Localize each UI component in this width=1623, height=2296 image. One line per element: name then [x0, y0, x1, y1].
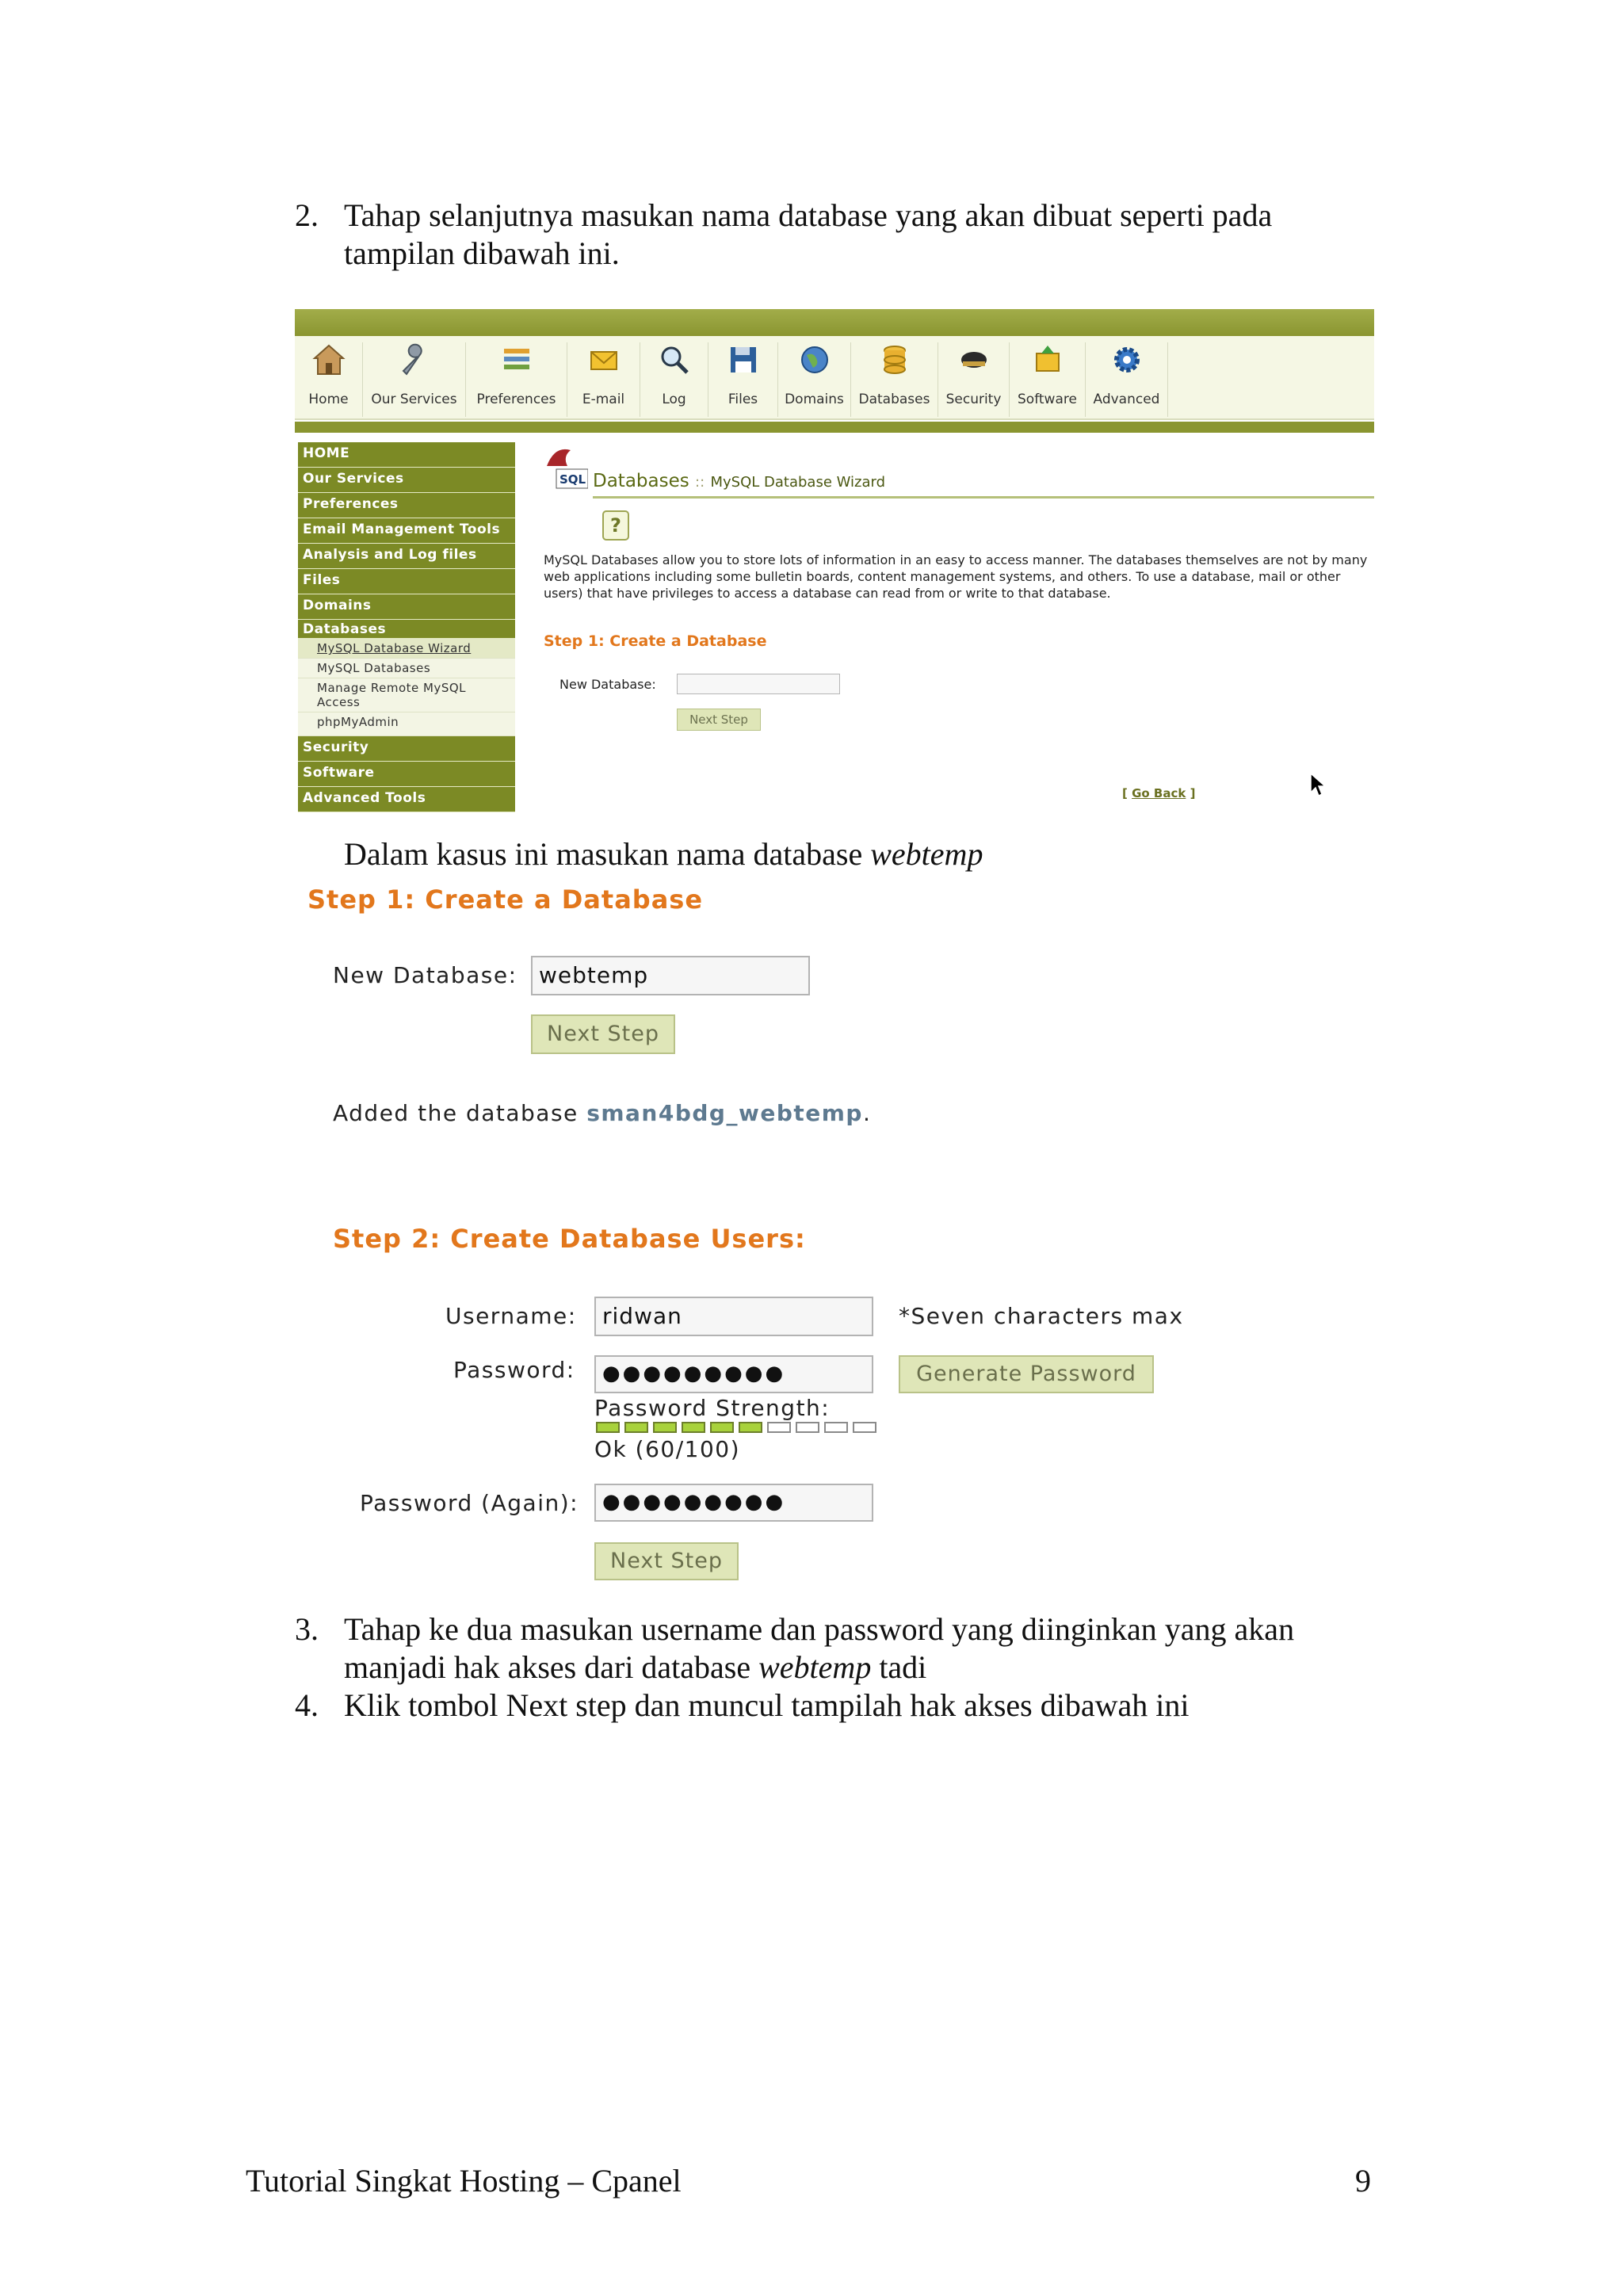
wizard-step-2-heading: Step 2: Create Database Users: [333, 1224, 806, 1254]
case-line-db: webtemp [870, 836, 983, 872]
nav-label: Files [727, 392, 758, 407]
sidebar-item-advanced-tools[interactable]: Advanced Tools [298, 787, 515, 812]
sidebar-item-our-services[interactable]: Our Services [298, 468, 515, 493]
nav-advanced[interactable] [1086, 342, 1168, 417]
password-strength-value: Ok (60/100) [594, 1436, 741, 1462]
nav-databases[interactable] [851, 342, 938, 417]
strength-segment [624, 1422, 648, 1433]
globe-icon [797, 342, 832, 377]
svg-text:SQL: SQL [559, 472, 586, 487]
step-4-paragraph [295, 1687, 1404, 1725]
help-icon[interactable]: ? [602, 510, 629, 541]
sidebar-subitem-wizard[interactable]: MySQL Database Wizard [298, 639, 515, 659]
page-number: 9 [1355, 2163, 1371, 2199]
footer-title: Tutorial Singkat Hosting – Cpanel [246, 2163, 682, 2199]
go-back-bracket: ] [1190, 786, 1196, 800]
step-1-heading: Step 1: Create a Database [544, 632, 767, 650]
step-number: 2. [295, 197, 319, 233]
wizard-step-1-heading: Step 1: Create a Database [307, 884, 704, 915]
generate-password-button[interactable]: Generate Password [899, 1355, 1154, 1393]
nav-label: Log [662, 392, 686, 407]
floppy-icon [726, 342, 761, 377]
wrench-icon [397, 342, 432, 377]
go-back-label: Go Back [1132, 786, 1186, 800]
step-text-line: Tahap ke dua masukan username dan password yang diinginkan yang akan [344, 1611, 1295, 1647]
username-hint: *Seven characters max [899, 1303, 1184, 1329]
sidebar-subitem-remote-mysql[interactable]: Manage Remote MySQL Access [298, 678, 515, 712]
sidebar-item-databases[interactable]: Databases [298, 620, 515, 639]
username-label: Username: [445, 1303, 577, 1329]
nav-log[interactable] [640, 342, 708, 417]
title-underline [593, 496, 1374, 499]
cpanel-sidebar [298, 442, 515, 812]
strength-segment [653, 1422, 677, 1433]
strength-segment [739, 1422, 762, 1433]
description-text: MySQL Databases allow you to store lots of information in an easy to access manner. The databases themselves are not by many web applications including some bulletin boards, content management systems, and others. To use a database, mail or other users) that have privileges to access a database can read from or write to that database. [544, 552, 1368, 601]
step-text-line: Klik tombol Next step dan muncul tampilah hak akses dibawah ini [344, 1687, 1190, 1723]
step-3-text: manjadi hak akses dari database [344, 1649, 751, 1685]
sidebar-item-home[interactable]: HOME [298, 442, 515, 468]
username-input[interactable]: ridwan [594, 1297, 873, 1336]
page-title [593, 471, 885, 491]
step-3-paragraph [295, 1610, 1404, 1687]
strength-segment [682, 1422, 705, 1433]
nav-security[interactable] [938, 342, 1010, 417]
sidebar-subitem-phpmyadmin[interactable]: phpMyAdmin [298, 712, 515, 736]
password-again-input[interactable]: ●●●●●●●●● [594, 1484, 873, 1522]
added-prefix: Added the database [333, 1100, 579, 1126]
new-database-label: New Database: [559, 677, 656, 692]
wizard-next-step-2-button[interactable]: Next Step [594, 1542, 739, 1580]
strength-segment [710, 1422, 734, 1433]
nav-software[interactable] [1010, 342, 1086, 417]
sidebar-subitem-mysql-databases[interactable]: MySQL Databases [298, 659, 515, 678]
nav-home[interactable] [295, 342, 363, 417]
nav-our-services[interactable] [363, 342, 466, 417]
added-database-name: sman4bdg_webtemp [586, 1100, 863, 1126]
database-icon [877, 342, 912, 377]
strength-segment [767, 1422, 791, 1433]
email-icon [586, 342, 621, 377]
security-icon [957, 342, 991, 377]
nav-domains[interactable] [778, 342, 851, 417]
wizard-new-database-label: New Database: [333, 962, 517, 988]
strength-segment [596, 1422, 620, 1433]
next-step-button[interactable]: Next Step [677, 709, 761, 731]
case-line [344, 835, 983, 873]
nav-email[interactable] [567, 342, 640, 417]
password-strength-meter [596, 1422, 881, 1435]
breadcrumb-page: MySQL Database Wizard [710, 474, 886, 491]
sidebar-item-files[interactable]: Files [298, 569, 515, 594]
nav-label: Security [945, 392, 1002, 407]
cpanel-top-bar [295, 309, 1374, 336]
new-database-input[interactable] [677, 674, 840, 694]
sidebar-item-software[interactable]: Software [298, 762, 515, 787]
sidebar-item-analysis[interactable]: Analysis and Log files [298, 544, 515, 569]
home-icon [311, 342, 346, 377]
cpanel-divider-bar [295, 422, 1374, 433]
cpanel-screenshot [295, 309, 1374, 818]
sidebar-item-email-tools[interactable]: Email Management Tools [298, 518, 515, 544]
nav-label: E-mail [582, 392, 625, 407]
go-back-link[interactable] [1122, 786, 1195, 800]
sidebar-item-security[interactable]: Security [298, 736, 515, 762]
nav-label: Databases [858, 392, 930, 407]
nav-label: Preferences [476, 392, 556, 407]
nav-preferences[interactable] [466, 342, 567, 417]
password-label: Password: [453, 1357, 575, 1383]
step-text-line [344, 1648, 926, 1687]
software-icon [1030, 342, 1065, 377]
cpanel-main-content [544, 442, 1374, 818]
nav-label: Advanced [1093, 392, 1160, 407]
sidebar-item-preferences[interactable]: Preferences [298, 493, 515, 518]
nav-label: Our Services [371, 392, 457, 407]
gear-icon [1109, 342, 1144, 377]
go-back-bracket: [ [1122, 786, 1128, 800]
breadcrumb-separator: :: [695, 474, 705, 491]
case-line-text: Dalam kasus ini masukan nama database [344, 836, 863, 872]
step-number: 3. [295, 1611, 319, 1647]
nav-label: Software [1018, 392, 1077, 407]
cpanel-icon-toolbar [295, 336, 1374, 420]
mysql-logo-icon [544, 442, 588, 493]
step-3-db: webtemp [758, 1649, 872, 1685]
password-input[interactable]: ●●●●●●●●● [594, 1355, 873, 1393]
mouse-cursor-icon [1309, 772, 1327, 799]
nav-label: Domains [785, 392, 844, 407]
nav-files[interactable] [708, 342, 778, 417]
added-suffix: . [862, 1100, 872, 1126]
strength-segment [796, 1422, 819, 1433]
sidebar-item-domains[interactable]: Domains [298, 594, 515, 620]
magnifier-icon [657, 342, 692, 377]
step-text-line: tampilan dibawah ini. [344, 235, 620, 271]
wizard-next-step-button[interactable]: Next Step [531, 1014, 675, 1054]
step-number: 4. [295, 1687, 319, 1723]
step-3-suffix: tadi [879, 1649, 927, 1685]
password-strength-label: Password Strength: [594, 1395, 831, 1421]
nav-label: Home [308, 392, 349, 407]
wizard-new-database-input[interactable]: webtemp [531, 956, 810, 995]
strength-segment [824, 1422, 848, 1433]
password-again-label: Password (Again): [360, 1490, 579, 1516]
strength-segment [853, 1422, 876, 1433]
breadcrumb-section[interactable]: Databases [593, 471, 689, 491]
step-text-line: Tahap selanjutnya masukan nama database yang akan dibuat seperti pada [344, 197, 1273, 233]
preferences-icon [499, 342, 534, 377]
wizard-added-database-message [333, 1100, 871, 1126]
